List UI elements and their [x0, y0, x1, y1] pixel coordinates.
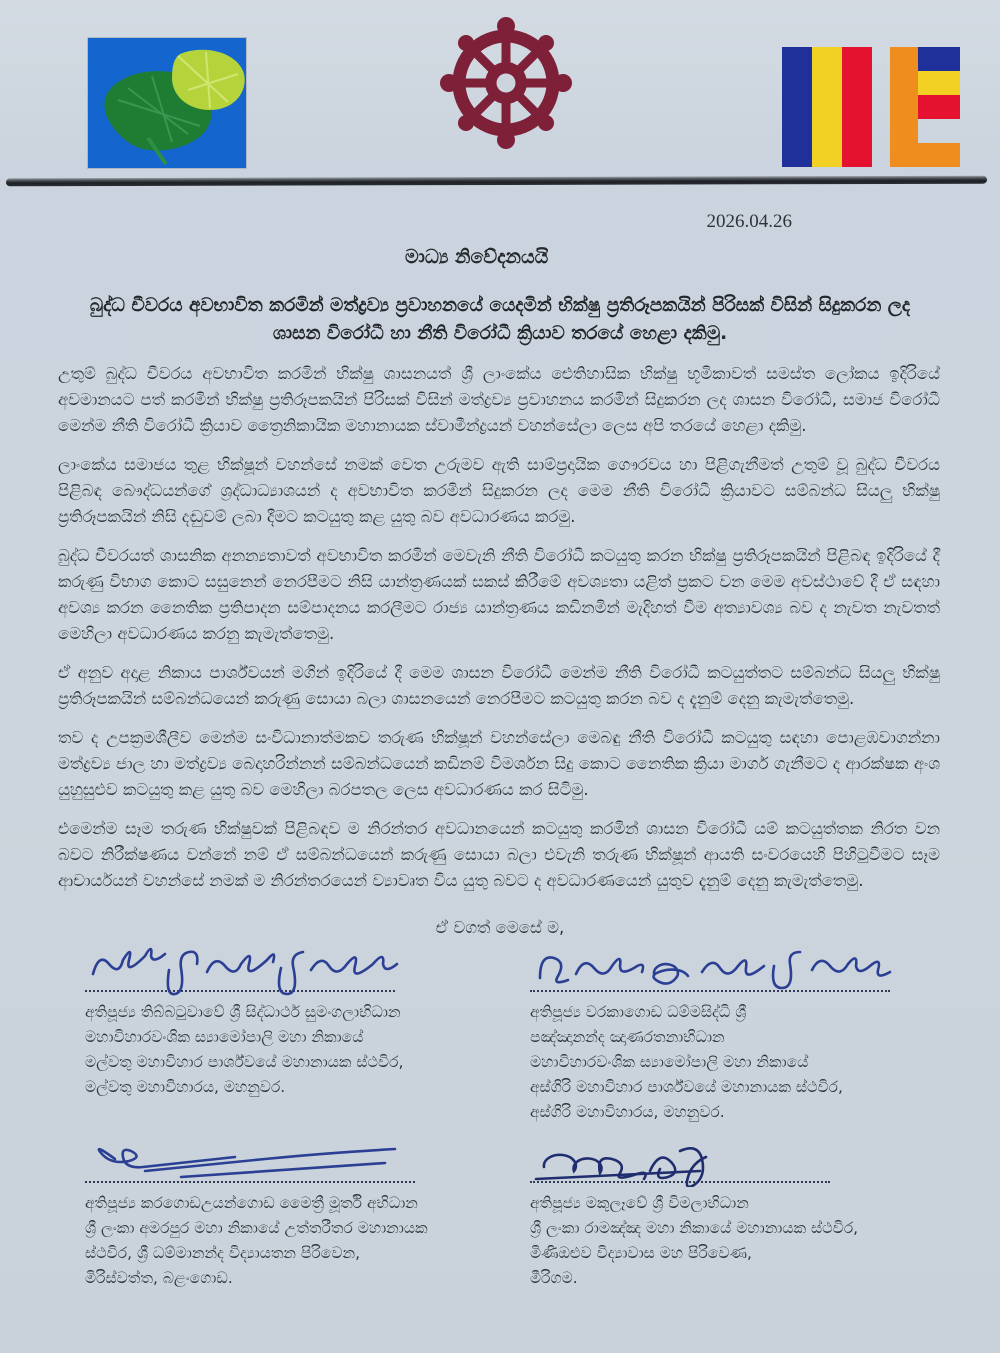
- paragraph-6: එමෙන්ම සෑම තරුණ භික්ෂුවක් පිළිබඳව ම නිරන්තර අවධානයෙන් කටයුතු කරමින් ශාසන විරෝධී යම් කටයුත්තක නිරත වන බවට නිරීක්ෂණය වන්නේ නම් ඒ සම්බන්ධයෙන් කරුණු සොයා බලා එවැනි තරුණ භික්ෂූන් ආයති සංවරයෙහි පිහිටුවීමට සෑම ආචාර්යයන් වහන්සේ නමක් ම නිරන්තරයෙන් ව්‍යාවෘත විය යුතු බවට ද අවධාරණයෙන් යුතුව දැනුම් දෙනු කැමැත්තෙමු.: [58, 819, 940, 890]
- paragraph-2: ලාංකේය සමාජය තුළ භික්ෂූන් වහන්සේ නමක් වෙත උරුමව ඇති සාම්ප්‍රදායික ගෞරවය හා පිළිගැනීමත් උතුම් වූ බුද්ධ චීවරය පිළිබඳ බෞද්ධයන්ගේ ශ්‍රද්ධාධ්‍යාශයන් ද අවභාවිත කරමින් සිදුකරන ලද මෙම නීති විරෝධී ක්‍රියාවට සම්බන්ධ සියලු භික්ෂු ප්‍රතිරූපකයින් නිසි දඬුවම් ලබා දීමට කටයුතු කළ යුතු බව අවධාරණය කරමු.: [58, 455, 940, 526]
- paragraph-3: බුද්ධ චීවරයත් ශාසනික අනන්‍යතාවත් අවභාවිත කරමින් මෙවැනි නීති විරෝධී කටයුතු කරන භික්ෂු ප්‍රතිරූපකයින් පිළිබඳ ඉදිරියේ දී කරුණු විභාග කොට සසුනෙන් නෙරපීමට නිසි යාන්ත්‍රණයක් සකස් කිරීමේ අවශ්‍යතා යළිත් ප්‍රකට වන මෙම අවස්ථාවේ දී ඒ සඳහා අවශ්‍ය කරන නෛතික ප්‍රතිපාදන සම්පාදනය කරලීමට රාජ්‍ය යාන්ත්‍රණය කඩිනමින් මැදිහත් වීම අත්‍යාවශ්‍ය බව ද නැවත නැවතත් මෙහිලා අවධාරණය කරනු කැමැත්තෙමු.: [58, 546, 940, 643]
- paragraphs: [58, 361, 940, 894]
- signature-handwriting-icon: [85, 944, 415, 996]
- signatory-line: අතිපූජ්‍ය වරකාගොඩ ධම්මසිද්ධි ශ්‍රී: [530, 1003, 747, 1021]
- signatory-line: ශ්‍රී ලංකා රාමඤ්ඤ මහා නිකායේ මහානායක ස්ථවිර,: [530, 1219, 859, 1237]
- signatory-ramanna: [530, 1141, 960, 1291]
- paragraph-1: උතුම් බුද්ධ චීවරය අවභාවිත කරමින් භික්ෂු ශාසනයත් ශ්‍රී ලාංකේය ඓතිහාසික භික්ෂු භූමිකාවත් සමස්ත ලෝකය ඉදිරියේ අවමානයට පත් කරමින් භික්ෂු ප්‍රතිරූපකයින් පිරිසක් විසින් මත්ද්‍රව්‍ය ප්‍රවාහනය කරමින් සිදුකරන ලද ශාසන විරෝධී, සමාජ විරෝධී මෙන්ම නීති විරෝධී ක්‍රියාව ත්‍රෛනිකායික මහානායක ස්වාමීන්ද්‍රයන් වහන්සේලා ලෙස අපි තරයේ හෙළා දකිමු.: [58, 364, 940, 435]
- signatory-line: අතිපූජ්‍ය කරගොඩඋයන්ගොඩ මෛත්‍රී මූර්ති අභිධාන: [85, 1194, 418, 1212]
- signatory-line: මිරිස්වත්ත, බළංගොඩ.: [85, 1269, 233, 1287]
- signature-dotted-line: [85, 1181, 415, 1183]
- signatory-asgiri: [530, 944, 960, 1125]
- paragraph-4: ඒ අනුව අදාළ නිකාය පාර්ශ්වයන් මගින් ඉදිරියේ දී මෙම ශාසන විරෝධී මෙන්ම නීති විරෝධී කටයුත්තට සම්බන්ධ සියලු භික්ෂු ප්‍රතිරූපකයින් සම්බන්ධයෙන් කරුණු සොයා බලා ශාසනයෙන් නෙරපීමට කටයුතු කරන බව ද දැනුම් දෙනු කැමැත්තෙමු.: [58, 663, 940, 708]
- signatory-line: මල්වතු මහාවිහාරය, මහනුවර.: [85, 1078, 286, 1096]
- signatory-line: මහාවිහාරවංශික ස්‍යාමෝපාලි මහා නිකායේ: [85, 1028, 364, 1046]
- signatory-text: [530, 1000, 960, 1125]
- signatory-line: මිණිඔළුව විද්‍යාවාස මහ පිරිවෙණ,: [530, 1244, 752, 1262]
- signatory-line: අස්ගිරි මහාවිහාරය, මහනුවර.: [530, 1103, 725, 1121]
- document-type-label: මාධ්‍ය නිවේදනයයි: [405, 246, 549, 268]
- signatory-text: [85, 1000, 505, 1100]
- signatory-malwathu: [85, 944, 505, 1125]
- signature-dotted-line: [530, 1181, 830, 1183]
- signature-dotted-line: [85, 990, 395, 992]
- signatory-line: ස්ථවිර, ශ්‍රී ධම්මානන්ද විද්‍යායතන පිරිවෙන,: [85, 1244, 361, 1262]
- signature-row-1: [85, 944, 960, 1125]
- date: 2026.04.26: [706, 211, 792, 232]
- signatory-line: මහාවිහාරවංශික ස්‍යාමෝපාලි මහා නිකායේ: [530, 1053, 809, 1071]
- closing-phrase: ඒ වගත් මෙසේ ම,: [435, 918, 565, 937]
- signatory-line: පඤ්ඤානන්ද ඤාණරතනාභිධාන: [530, 1028, 725, 1046]
- signature-dotted-line: [530, 990, 890, 992]
- signatory-line: අතිපූජ්‍ය තිබ්බටුවාවේ ශ්‍රී සිද්ධාර්ථ සුමංගලාභිධාන: [85, 1003, 401, 1021]
- signatory-text: [530, 1191, 960, 1291]
- signatory-amarapura: [85, 1141, 505, 1291]
- signatory-line: ශ්‍රී ලංකා අමරපුර මහා නිකායේ උත්තරීතර මහානායක: [85, 1219, 428, 1237]
- signatory-line: අතිපූජ්‍ය මකුලෑවේ ශ්‍රී විමලාභිධාන: [530, 1194, 749, 1212]
- signature-handwriting-icon: [530, 944, 930, 996]
- signatory-line: මල්වතු මහාවිහාර පාර්ශ්වයේ මහානායක ස්ථවිර,: [85, 1053, 404, 1071]
- signatory-text: [85, 1191, 505, 1291]
- signatory-line: මීරිගම.: [530, 1269, 578, 1287]
- signatory-line: අස්ගිරි මහාවිහාර පාර්ශ්වයේ මහානායක ස්ථවිර,: [530, 1078, 843, 1096]
- signature-row-2: [85, 1141, 960, 1291]
- paragraph-5: තව ද උපක්‍රමශීලීව මෙන්ම සංවිධානාත්මකව තරුණ භික්ෂූන් වහන්සේලා මෙබඳු නීති විරෝධී කටයුතු සඳහා පොළඹවාගන්නා මත්ද්‍රව්‍ය ජාල හා මත්ද්‍රව්‍ය බෙදාහරින්නන් සම්බන්ධයෙන් කඩිනම් විමර්ශන සිදු කොට නෛතික ක්‍රියා මාර්ග ගැනීමට ද ආරක්ෂක අංශ යුහුසුළුව කටයුතු කළ යුතු බව මෙහිලා බරපතල ලෙස අවධාරණය කර සිටිමු.: [58, 728, 940, 799]
- headline: බුද්ධ චීවරය අවභාවිත කරමින් මත්ද්‍රව්‍ය ප්‍රවාහනයේ යෙදමින් භික්ෂු ප්‍රතිරූපකයින් පිරිසක් විසින් සිදුකරන ලද ශාසන විරෝධී හා නීති විරෝධී ක්‍රියාව තරයේ හෙළා දකිමු.: [89, 295, 911, 344]
